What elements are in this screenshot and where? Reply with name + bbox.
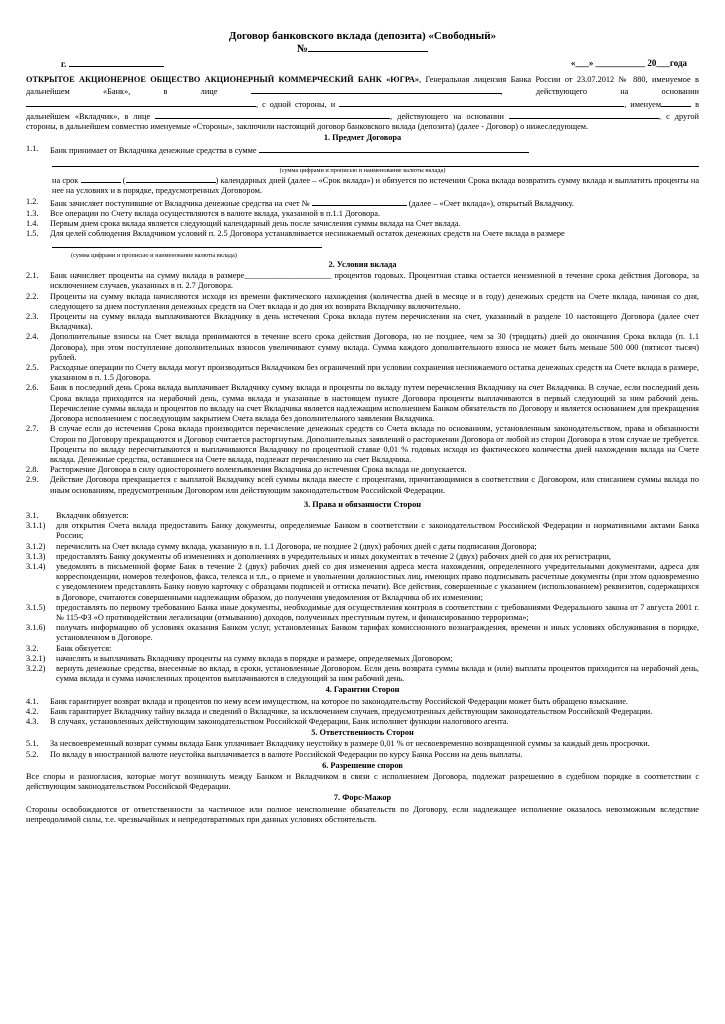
clause-number: 2.9. <box>26 475 39 485</box>
clause-item <box>26 623 699 643</box>
section-3-clauses <box>26 511 699 684</box>
min-balance-row <box>52 239 699 251</box>
clause-item <box>26 707 699 717</box>
preamble-side-one-text: , с одной стороны, и <box>256 99 336 109</box>
term-label: на срок <box>52 176 79 186</box>
section-1-title: 1. Предмет Договора <box>323 133 402 143</box>
clause-text: вернуть денежные средства, внесенные во вклад, в сроки, установленные Договором. Если день возврата суммы вклада и (или) выплаты процентов приходится на нерабочий день, сумма вклада и сумма начисленных процентов выплачиваются в следующий за ним рабочий день. <box>56 663 699 684</box>
clause-item <box>26 750 699 760</box>
clause-text: уведомлять в письменной форме Банк в течение 2 (двух) рабочих дней со дня изменения адреса места нахождения, определенного учредительными документами, адреса для корреспонденции, номеров телефонов, факса, телекса и т.п., о приеме и увольнении должностных лиц, имеющих право подписывать расчетные документы (при этом одновременно с уведомлением представлять Банку новую карточку с образцами подписей и оттиска печати). Все действия, совершенные с указанием (использованием) реквизитов, содержащихся в Договоре, считаются совершенными надлежащим образом, до получения уведомления от Вкладчика об их изменении; <box>56 561 699 602</box>
clause-1-4-number: 1.4. <box>26 218 39 228</box>
deposit-amount-field[interactable] <box>259 144 529 153</box>
clause-text: Дополнительные взносы на Счет вклада принимаются в течение всего срока действия Договора, но не позднее, чем за 30 (тридцать) дней до окончания Срока вклада (п. 1.1 Договора), при этом поступление дополнительных взносов увеличивают сумму вклада. Сумма каждого дополнительного взноса не может быть меньше 500 000 (пятисот тысяч) рублей. <box>50 332 699 362</box>
section-3-title: 3. Права и обязанности Сторон <box>304 499 421 509</box>
place-date-row <box>26 58 699 69</box>
clause-number: 3.1.5) <box>26 602 46 612</box>
clause-1-1-continuation <box>26 174 699 196</box>
clause-text: Банк в последний день Срока вклада выплачивает Вкладчику сумму вклада и проценты по вкладу путем перечисления Вкладчику на счет Вкладчика. В случае, если последний день Срока вклада приходится на нерабочий день, сумма вклада и указанные в настоящем пункте Договора проценты выплачиваются в первый следующий за ним рабочий день. Перечисление суммы вклада и процентов по вкладу на счет Вкладчика является надлежащим исполнением Банком обязательств по Договору и является основанием для прекращения Договора исполнением с последующим закрытием Счета вклада без дополнительного заявления Вкладчика. <box>50 383 699 424</box>
clause-text: Проценты на сумму вклада выплачиваются Вкладчику в день истечения Срока вклада путем перечисления на счет, указанный в разделе 10 настоящего Договора (далее счет Вкладчика). <box>50 312 699 332</box>
clause-item <box>26 603 699 623</box>
clause-number: 2.4. <box>26 332 39 342</box>
clause-text: Банк обязуется: <box>56 643 112 653</box>
clause-text: По вкладу в иностранной валюте неустойка выплачивается в валюте Российской Федерации по курсу Банка России на день выплаты. <box>50 749 523 759</box>
term-days-words-field[interactable] <box>126 174 216 183</box>
clause-number: 2.2. <box>26 291 39 301</box>
section-5-clauses <box>26 739 699 759</box>
clause-number: 3.2.1) <box>26 653 46 663</box>
clause-item <box>26 312 699 332</box>
city-line <box>61 58 164 69</box>
amount-note: (сумма цифрами и прописью и наименование валюты вклада) <box>279 166 446 174</box>
title-text: Договор банковского вклада (депозита) «Свободный» <box>228 30 497 42</box>
clause-1-1 <box>26 144 699 156</box>
clause-number: 5.2. <box>26 749 39 759</box>
section-2-clauses <box>26 271 699 495</box>
section-4-clauses <box>26 697 699 728</box>
clause-item <box>26 424 699 465</box>
clause-item <box>26 562 699 603</box>
section-7-text: Стороны освобождаются от ответственности за частичное или полное неисполнение обязательств по Договору, если надлежащее исполнение оказалось невозможным вследствие непреодолимой силы, т.е. чрезвычайных и непредотвратимых при данных условиях обстоятельств. <box>26 804 699 824</box>
clause-1-1-number: 1.1. <box>26 144 39 154</box>
clause-item <box>26 465 699 475</box>
city-field[interactable] <box>69 58 164 67</box>
clause-1-2-text <box>50 197 699 209</box>
clause-1-5 <box>26 229 699 239</box>
clause-number: 2.8. <box>26 465 39 475</box>
clause-number: 3.1.6) <box>26 623 46 633</box>
clause-item <box>26 332 699 363</box>
document-title <box>26 30 699 56</box>
account-number-field[interactable] <box>312 197 407 206</box>
clause-text: Банк гарантирует Вкладчику тайну вклада и сведений о Вкладчике, за исключением случаев, предусмотренных действующим законодательством Российской Федерации. <box>50 706 653 716</box>
clause-text: В случае если до истечения Срока вклада производится перечисление денежных средств со Счета вклада по основаниям, установленным законодательством, права и обязанности Сторон по Договору прекращаются и Договор считается расторгнутым. Дополнительных заявлений о расторжении Договора от любой из сторон Договора в этом случае не требуется. Проценты по вкладу пересчитываются и выплачиваются Вкладчику по процентной ставке 0,01 % годовых исходя из фактического количества дней нахождения вклада на Счете вклада. Денежные средства, оставшиеся на Счете вклада, подлежат перечислению на счет Вкладчика. <box>50 424 699 464</box>
term-open-paren: ( <box>122 176 126 186</box>
clause-item <box>26 697 699 707</box>
section-5-title: 5. Ответственность Сторон <box>311 728 414 738</box>
clause-1-5-text: Для целей соблюдения Вкладчиком условий п. 2.5 Договора устанавливается неснижаемый остаток денежных средств на Счете вклада в размере <box>50 229 565 239</box>
section-2-title: 2. Условия вклада <box>328 260 397 270</box>
clause-1-2-a: Банк зачисляет поступившие от Вкладчика денежные средства на счет № <box>50 198 310 208</box>
clause-number: 3.2.2) <box>26 663 46 673</box>
depositor-name-field[interactable] <box>339 98 624 107</box>
clause-text: Расторжение Договора в силу одностороннего волеизъявления Вкладчика до истечения Срока вклада не допускается. <box>50 465 467 475</box>
clause-item <box>26 664 699 684</box>
bank-basis-field[interactable] <box>26 98 256 107</box>
clause-1-3-number: 1.3. <box>26 208 39 218</box>
clause-number: 2.7. <box>26 424 39 434</box>
clause-text: За несвоевременный возврат суммы вклада Банк уплачивает Вкладчику неустойку в размере 0,01 % от несвоевременно возвращенной суммы за каждый день просрочки. <box>50 739 650 749</box>
preamble-depositor-basis-text: , действующего на основании <box>390 111 504 121</box>
preamble-bank-text: именуемое в дальнейшем «Банк», в лице <box>26 75 699 97</box>
clause-1-3 <box>26 209 699 219</box>
section-6-text: Все споры и разногласия, которые могут возникнуть между Банком и Вкладчиком в связи с исполнением Договора, подлежат разрешению в судебном порядке в соответствии с действующим законодательством Российской Федерации. <box>26 772 699 792</box>
section-6-title: 6. Разрешение споров <box>322 760 403 770</box>
clause-item <box>26 542 699 552</box>
clause-item <box>26 292 699 312</box>
clause-number: 3.1.1) <box>26 521 46 531</box>
clause-number: 3.1.2) <box>26 541 46 551</box>
deposit-amount-line[interactable] <box>52 157 699 167</box>
clause-text: перечислить на Счет вклада сумму вклада, указанную в п. 1.1 Договора, не позднее 2 (двух) рабочих дней с даты подписания Договора; <box>56 541 537 551</box>
preamble-closing-text: , с другой стороны, в дальнейшем совместно именуемые «Стороны», заключили настоящий договор банковского вклада (депозита) (далее - Договор) о нижеследующем. <box>26 111 699 132</box>
clause-item <box>26 511 699 521</box>
min-balance-field[interactable] <box>52 239 322 248</box>
bank-license: , Генеральная лицензия Банка России от 23.07.2012 № 880, <box>419 75 648 85</box>
bank-representative-field[interactable] <box>251 85 501 94</box>
clause-item <box>26 475 699 495</box>
bank-name: ОТКРЫТОЕ АКЦИОНЕРНОЕ ОБЩЕСТВО АКЦИОНЕРНЫЙ КОММЕРЧЕСКИЙ БАНК «ЮГРА» <box>26 75 420 85</box>
contract-number-label: № <box>296 43 309 55</box>
section-7-title: 7. Форс-Мажор <box>333 793 392 803</box>
clause-1-4-text: Первым днем срока вклада является следующий календарный день после зачисления суммы вклада на Счет вклада. <box>50 218 461 228</box>
clause-1-1-text <box>50 144 699 156</box>
preamble-named-text: , именуем <box>624 99 662 109</box>
depositor-basis-field[interactable] <box>509 110 659 119</box>
clause-text: В случаях, установленных действующим законодательством Российской Федерации, Банк исполняет функции налогового агента. <box>50 716 509 726</box>
clause-number: 3.1. <box>26 510 39 520</box>
term-text: ) календарных дней (далее – «Срок вклада») и обязуется по истечении Срока вклада возвратить сумму вклада и выплатить проценты на нее на условиях и в порядке, предусмотренных Договором. <box>52 176 700 196</box>
clause-number: 2.5. <box>26 363 39 373</box>
clause-text: Действие Договора прекращается с выплатой Вкладчику всей суммы вклада вместе с процентами, причитающимися в соответствии с Договором, или списанием суммы вклада по иным основаниям, предусмотренным Договором или действующим законодательством Российской Федерации. <box>50 475 699 495</box>
clause-text: Банк начисляет проценты на сумму вклада в размере_____________________ процентов годовых. Процентная ставка остается неизменной в течение срока действия Договора, за исключением случаев, указанных в п. 2.7 Договора. <box>50 271 699 291</box>
clause-number: 2.1. <box>26 271 39 281</box>
clause-item <box>26 383 699 424</box>
min-balance-note: (сумма цифрами и прописью и наименование валюты вклада) <box>71 251 237 259</box>
clause-text: Вкладчик обязуется: <box>56 510 129 520</box>
contract-number-field[interactable] <box>308 43 428 52</box>
clause-1-1-intro: Банк принимает от Вкладчика денежные средства в сумме <box>50 146 257 156</box>
clause-text: Проценты на сумму вклада начисляются исходя из времени фактического нахождения (количества дней в месяце и в году) денежных средств на Счете вклада, начиная со дня, следующего за днем поступления денежных средств на Счет вклада и до дня их возврата Вкладчику включительно. <box>50 291 699 311</box>
clause-number: 3.1.4) <box>26 561 46 571</box>
section-4-title: 4. Гарантии Сторон <box>325 685 400 695</box>
contract-date[interactable]: «___» ___________ 20___года <box>570 58 687 68</box>
preamble-depositor-text: в дальнейшем «Вкладчик», в лице <box>26 99 700 121</box>
clause-text: начислять и выплачивать Вкладчику проценты на сумму вклада в порядке и размере, определяемых Договором; <box>56 653 453 663</box>
clause-1-2 <box>26 197 699 209</box>
clause-1-3-text: Все операции по Счету вклада осуществляются в валюте вклада, указанной в п.1.1 Договора. <box>50 208 381 218</box>
clause-1-2-b: (далее – «Счет вклада»), открытый Вкладчику. <box>408 198 574 208</box>
clause-item <box>26 363 699 383</box>
clause-number: 2.3. <box>26 312 39 322</box>
depositor-suffix-field[interactable] <box>661 98 691 107</box>
clause-item <box>26 552 699 562</box>
city-label: г. <box>61 59 67 69</box>
clause-text: предоставлять по первому требованию Банка иные документы, необходимые для осуществления контроля в соответствии с требованиями Федерального закона от 7 августа 2001 г. № 115-ФЗ «О противодействии легализации (отмыванию) доходов, полученных преступным путем, и финансированию терроризма»; <box>56 602 699 622</box>
clause-item <box>26 521 699 541</box>
depositor-representative-field[interactable] <box>155 110 390 119</box>
clause-item <box>26 717 699 727</box>
clause-text: для открытия Счета вклада предоставить Банку документы, определяемые Банком в соответствии с законодательством Российской Федерации и нормативными актами Банка России; <box>56 521 699 541</box>
clause-1-4 <box>26 219 699 229</box>
clause-text: Расходные операции по Счету вклада могут производиться Вкладчиком без ограничений при условии сохранения неснижаемого остатка денежных средств на Счете вклада в размере, указанном в п. 1.5 Договора. <box>50 363 699 383</box>
preamble-basis-text: , действующего на основании <box>500 87 699 97</box>
clause-item <box>26 654 699 664</box>
clause-text: предоставлять Банку документы об изменениях и дополнениях в учредительных и иных документах в течение 2 (двух) рабочих дней со дня их регистрации, <box>56 551 611 561</box>
clause-1-2-number: 1.2. <box>26 196 39 206</box>
clause-number: 3.1.3) <box>26 551 46 561</box>
clause-number: 2.6. <box>26 383 39 393</box>
clause-text: получать информацию об условиях оказания Банком услуг, установленных Банком тарифах комиссионного вознаграждения, времени и иных условиях обслуживания в порядке, установленном в Договоре. <box>56 623 699 643</box>
clause-text: Банк гарантирует возврат вклада и процентов по нему всем имуществом, на которое по законодательству Российской Федерации может быть обращено взыскание. <box>50 696 629 706</box>
clause-item <box>26 739 699 749</box>
clause-number: 4.3. <box>26 716 39 726</box>
clause-item <box>26 271 699 291</box>
clause-number: 4.2. <box>26 706 39 716</box>
clause-number: 3.2. <box>26 643 39 653</box>
clause-item <box>26 644 699 654</box>
preamble <box>26 75 699 132</box>
term-days-field[interactable] <box>81 174 121 183</box>
clause-number: 5.1. <box>26 739 39 749</box>
clause-number: 4.1. <box>26 696 39 706</box>
clause-1-5-number: 1.5. <box>26 229 39 239</box>
